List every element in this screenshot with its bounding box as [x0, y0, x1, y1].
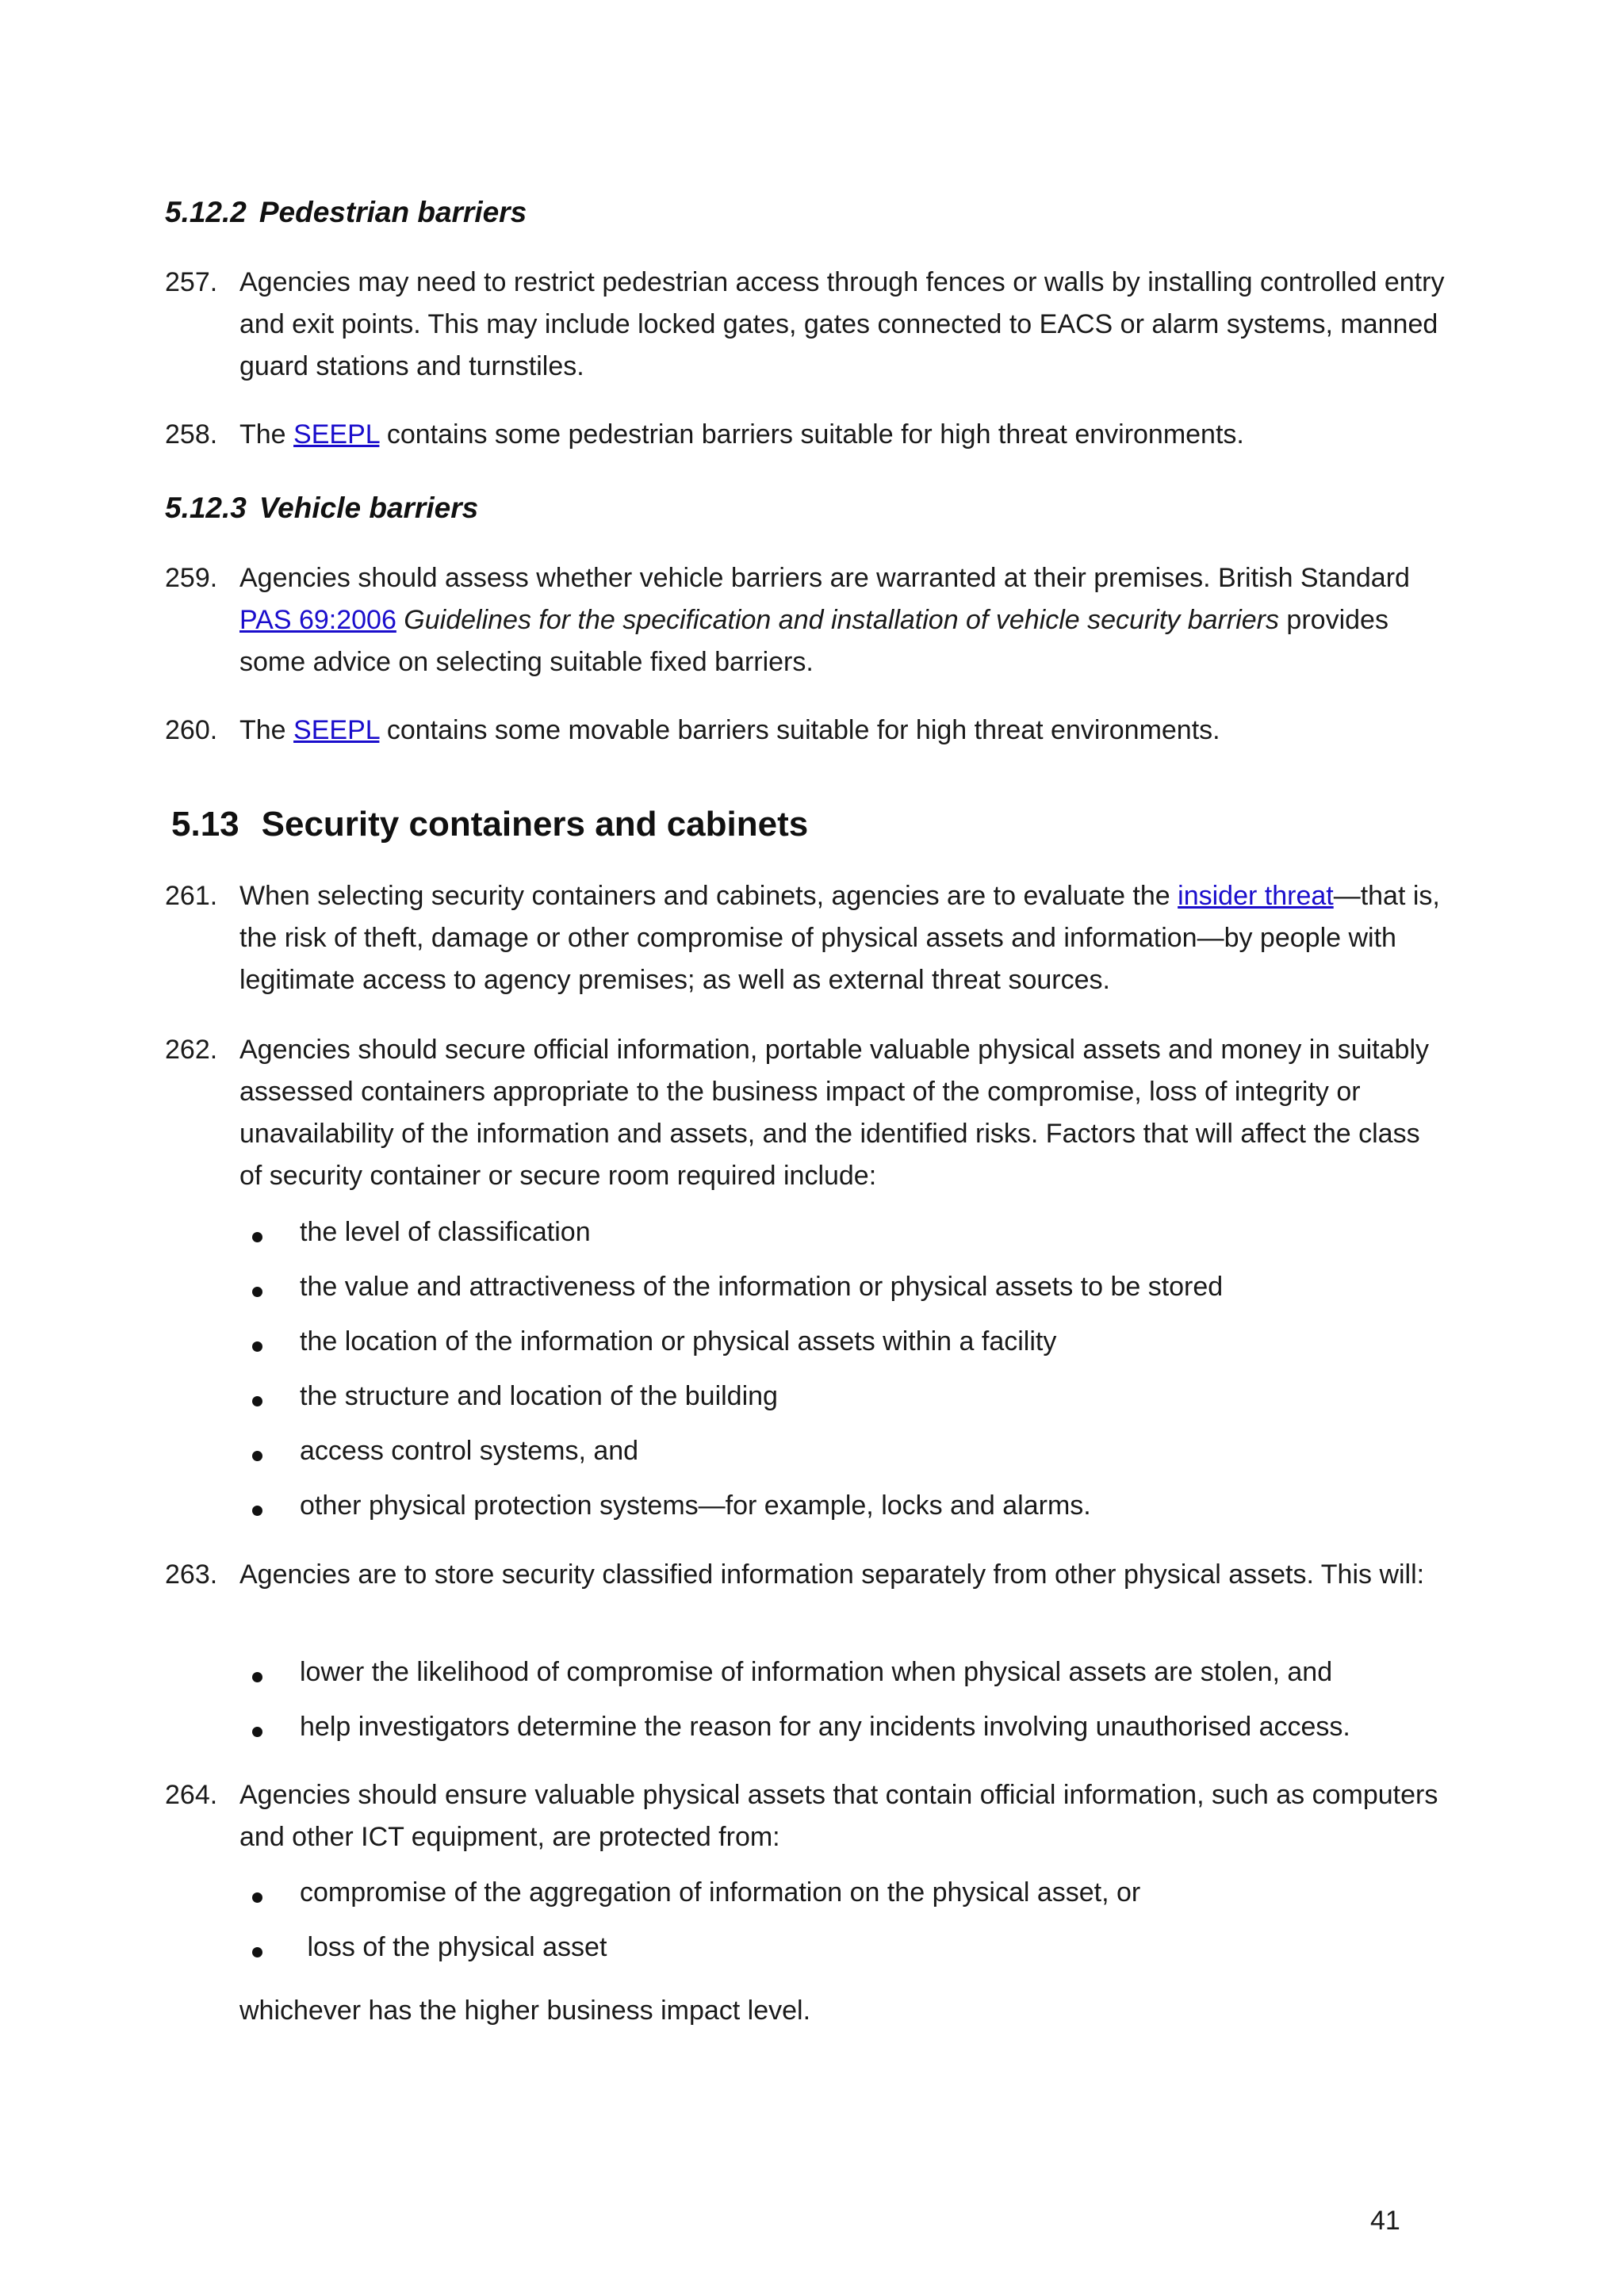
text-segment: Agencies should assess whether vehicle barriers are warranted at their premises. British Standard — [239, 563, 1410, 593]
list-item-text: the value and attractiveness of the information or physical assets to be stored — [300, 1272, 1224, 1302]
paragraph-number: 264. — [165, 1780, 218, 1810]
seepl-link[interactable]: SEEPL — [293, 715, 380, 745]
list-item — [238, 1712, 1350, 1743]
seepl-link[interactable]: SEEPL — [293, 419, 380, 450]
bullet-icon — [252, 1947, 262, 1957]
bullet-icon — [252, 1506, 262, 1516]
bullet-icon — [252, 1727, 262, 1737]
text-segment: contains some pedestrian barriers suitable for high threat environments. — [379, 419, 1244, 450]
bullet-icon — [252, 1892, 262, 1903]
paragraph-258 — [165, 414, 1450, 456]
subsection-title: Pedestrian barriers — [259, 196, 527, 228]
list-item-text: the location of the information or physical assets within a facility — [300, 1326, 1057, 1357]
list-item-text: lower the likelihood of compromise of information when physical assets are stolen, and — [300, 1657, 1333, 1687]
text-segment: provides some advice on selecting suitable fixed barriers. — [239, 605, 1388, 677]
bullet-icon — [252, 1396, 262, 1406]
subsection-number: 5.12.3 — [165, 492, 247, 524]
paragraph-number: 257. — [165, 267, 218, 297]
paragraph-text — [239, 710, 1450, 752]
paragraph-260 — [165, 710, 1450, 752]
paragraph-number: 262. — [165, 1035, 218, 1065]
section-title: Security containers and cabinets — [261, 805, 809, 844]
text-segment: When selecting security containers and cabinets, agencies are to evaluate the — [239, 881, 1178, 911]
section-number: 5.13 — [171, 805, 239, 844]
paragraph-text: Agencies may need to restrict pedestrian access through fences or walls by installing controlled entry and exit points. This may include locked gates, gates connected to EACS or alarm systems, manned guard stations and turnstiles. — [239, 267, 1445, 381]
subsection-title: Vehicle barriers — [259, 492, 479, 524]
list-item-text: the structure and location of the building — [300, 1381, 778, 1411]
bullet-icon — [252, 1232, 262, 1242]
subsection-heading-pedestrian-barriers — [165, 196, 527, 229]
paragraph-text: Agencies should ensure valuable physical assets that contain official information, such as computers and other ICT equipment, are protected from: — [239, 1780, 1438, 1852]
list-item-text: compromise of the aggregation of information on the physical asset, or — [300, 1877, 1141, 1908]
paragraph-264-trailer: whichever has the higher business impact level. — [239, 1996, 811, 2026]
paragraph-261 — [165, 875, 1450, 1001]
list-item — [238, 1381, 778, 1412]
paragraph-text — [239, 557, 1450, 683]
list-item — [238, 1326, 1056, 1357]
bullet-icon — [252, 1672, 262, 1682]
pas-69-link[interactable]: PAS 69:2006 — [239, 605, 396, 635]
list-item — [238, 1272, 1223, 1303]
paragraph-number: 260. — [165, 715, 218, 745]
text-segment: contains some movable barriers suitable for high threat environments. — [379, 715, 1220, 745]
list-item-text: the level of classification — [300, 1217, 591, 1247]
list-item-text: access control systems, and — [300, 1436, 639, 1466]
document-title-italic: Guidelines for the specification and installation of vehicle security barriers — [396, 605, 1279, 635]
text-segment: The — [239, 419, 294, 450]
list-item-text: help investigators determine the reason for any incidents involving unauthorised access. — [300, 1712, 1350, 1742]
paragraph-263 — [165, 1554, 1450, 1596]
paragraph-number: 259. — [165, 563, 218, 593]
text-segment: —that is, the risk of theft, damage or other compromise of physical assets and information—by people with legitimate access to agency premises; as well as external threat sources. — [239, 881, 1440, 995]
bullet-icon — [252, 1287, 262, 1297]
insider-threat-link[interactable]: insider threat — [1178, 881, 1334, 911]
paragraph-262 — [165, 1029, 1450, 1197]
paragraph-text: Agencies are to store security classified information separately from other physical assets. This will: — [239, 1559, 1425, 1590]
page-number: 41 — [1370, 2206, 1400, 2236]
paragraph-text — [239, 414, 1450, 456]
list-item — [238, 1490, 1091, 1521]
paragraph-257 — [165, 262, 1450, 388]
bullet-icon — [252, 1451, 262, 1461]
list-item — [238, 1877, 1140, 1908]
subsection-number: 5.12.2 — [165, 196, 247, 228]
text-segment: The — [239, 715, 294, 745]
paragraph-number: 258. — [165, 419, 218, 450]
bullet-icon — [252, 1341, 262, 1352]
list-item-text: other physical protection systems—for example, locks and alarms. — [300, 1490, 1091, 1521]
paragraph-259 — [165, 557, 1450, 683]
paragraph-text — [239, 875, 1450, 1001]
section-heading-security-containers — [171, 805, 808, 844]
paragraph-number: 263. — [165, 1559, 218, 1590]
paragraph-text: Agencies should secure official information, portable valuable physical assets and money in suitably assessed containers appropriate to the business impact of the compromise, loss of integrity or unavailability of the information and assets, and the identified risks. Factors that will affect the class of security container or secure room required include: — [239, 1035, 1430, 1191]
list-item — [238, 1217, 591, 1248]
list-item — [238, 1932, 607, 1963]
list-item — [238, 1436, 638, 1467]
list-item — [238, 1657, 1332, 1688]
paragraph-264 — [165, 1774, 1450, 1858]
paragraph-number: 261. — [165, 881, 218, 911]
subsection-heading-vehicle-barriers — [165, 492, 478, 525]
list-item-text: loss of the physical asset — [300, 1932, 607, 1962]
